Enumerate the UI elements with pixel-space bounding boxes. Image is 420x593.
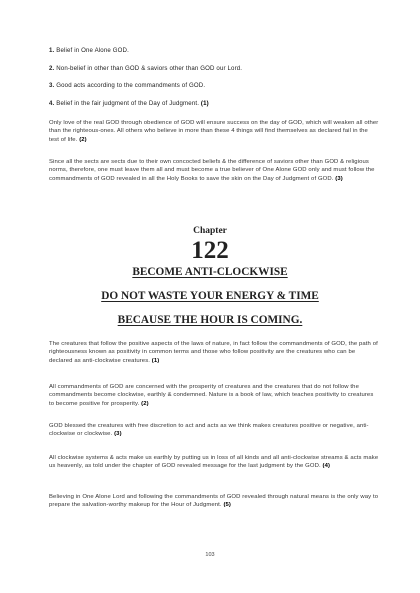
paragraph: All commandments of GOD are concerned with the prosperity of creatures and the creatures that do not follow the commandments become clockwise, earthly & condemned. Nature is a book of law, which teaches positivity to creatures to become positive for prosperity. (2) [49, 384, 374, 407]
paragraph: Only love of the real GOD through obedience of GOD will ensure success on the day of GOD, which will weaken all other than the righteous-ones. All others who believe in more than these 4 things will find themselves as declared fail in the test of life. (2) [49, 120, 379, 143]
chapter-number: 122 [191, 237, 229, 264]
footnote-ref: (2) [79, 136, 87, 143]
footnote-ref: (2) [141, 400, 149, 407]
page-number: 103 [205, 552, 215, 558]
footnote-ref: (1) [151, 357, 160, 364]
footnote-ref: (4) [322, 463, 331, 470]
chapter-label: Chapter [193, 226, 227, 236]
paragraph: GOD blessed the creatures with free discretion to act and acts as we think makes creatures positive or negative, anti-clockwise or clockwise. (3) [49, 423, 369, 438]
footnote-ref: (1) [200, 99, 209, 107]
footnote-ref: (3) [114, 431, 122, 438]
list-item: 3. Good acts according to the commandments of GOD. [49, 82, 206, 89]
paragraph: The creatures that follow the positive aspects of the laws of nature, in fact follow the commandments of GOD, the path of righteousness known as positivity in common terms and those who follow positivity are the creatures who can be declared as anti-clockwise creatures. (1) [49, 341, 378, 364]
paragraph: Since all the sects are sects due to their own concocted beliefs & the difference of saviors other than GOD & religious norms, therefore, one must leave them all and must become a true believer of One Alone GOD only and must follow the commandments of GOD revealed in all the Holy Books to save the skin on the Day of Judgment of GOD. (3) [49, 159, 375, 182]
belief-list [49, 47, 379, 117]
chapter-heading: DO NOT WASTE YOUR ENERGY & TIME [101, 290, 319, 302]
footnote-ref: (3) [335, 175, 343, 182]
footnote-ref: (5) [223, 502, 231, 509]
list-item: 2. Non-belief in other than GOD & saviors other than GOD our Lord. [49, 64, 243, 72]
paragraph: Believing in One Alone Lord and following the commandments of GOD revealed through natural means is the only way to prepare the salvation-worthy makeup for the Hour of Judgment. (5) [49, 494, 379, 509]
paragraph: All clockwise systems & acts make us earthly by putting us in loss of all kinds and all anti-clockwise streams & acts make us heavenly, as told under the chapter of GOD revealed message for the last judgment by the GOD. (4) [49, 455, 379, 470]
chapter-heading: BECAUSE THE HOUR IS COMING. [117, 314, 303, 326]
chapter-heading: BECOME ANTI-CLOCKWISE [132, 266, 288, 278]
list-item: 1. Belief in One Alone GOD. [49, 47, 129, 54]
list-item: 4. Belief in the fair judgment of the Day of Judgment. (1) [49, 99, 209, 107]
